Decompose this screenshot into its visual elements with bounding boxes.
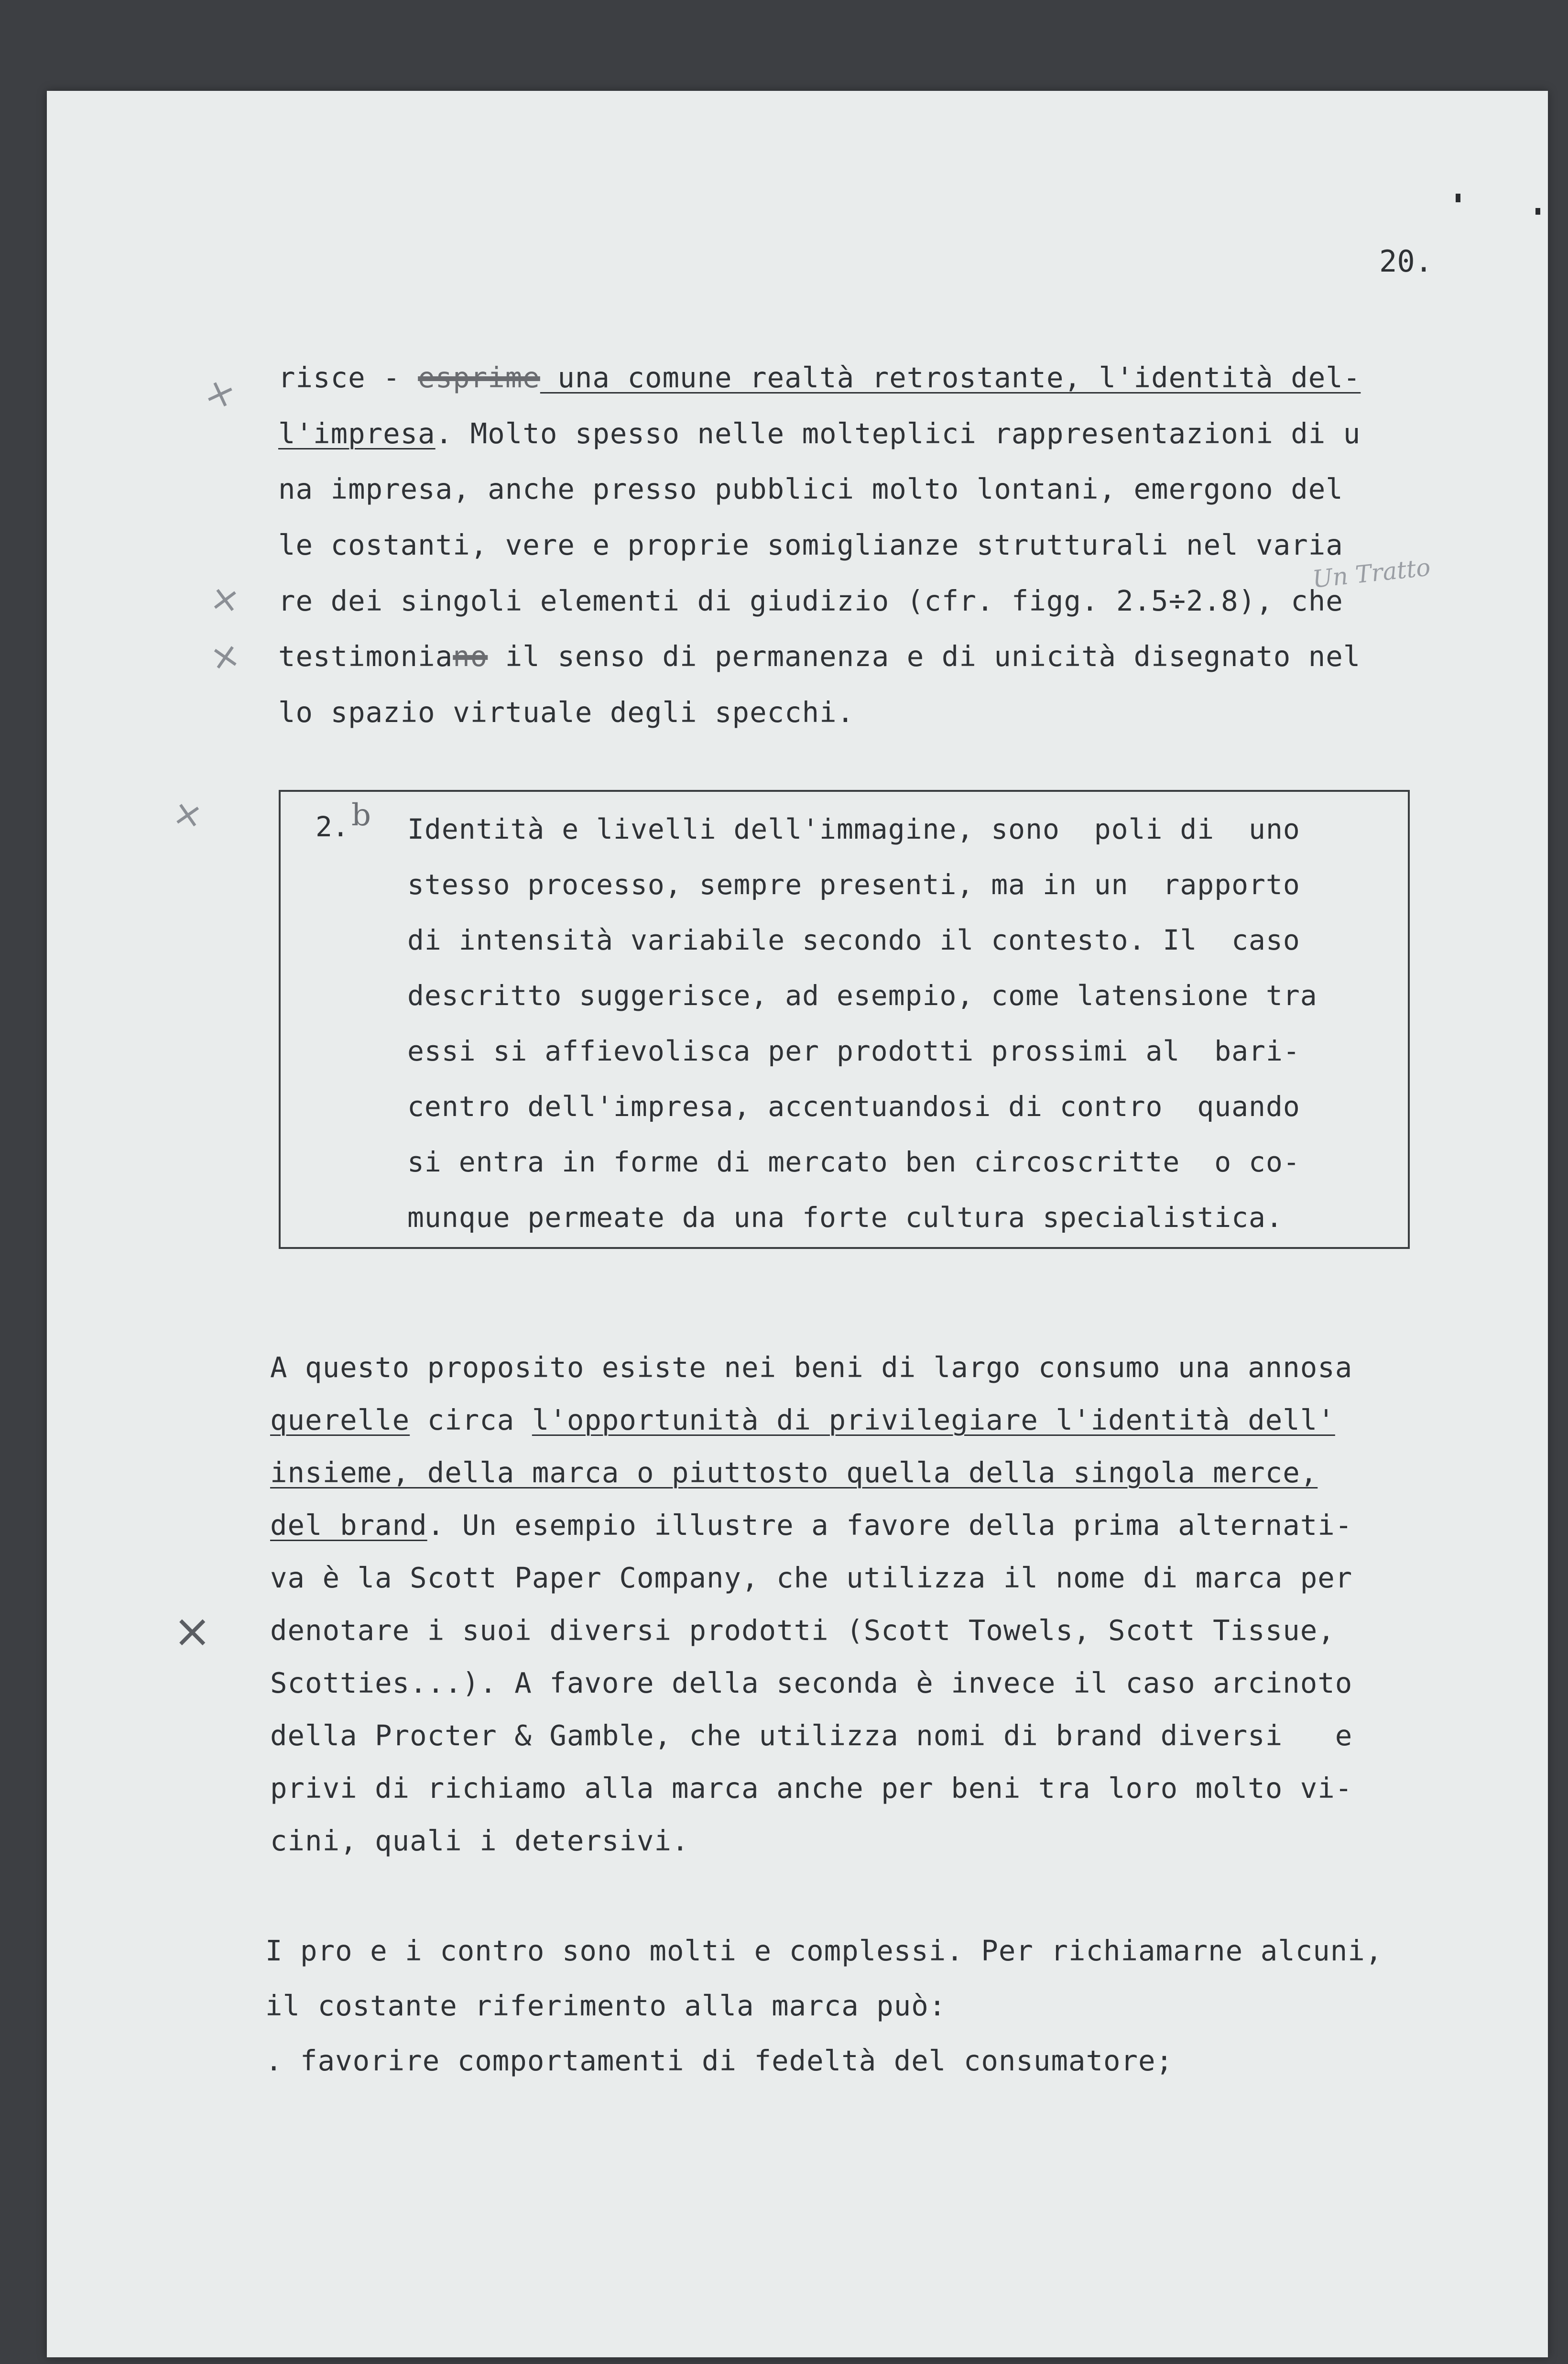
text-line: testimoniano il senso di permanenza e di unicità disegnato nel xyxy=(278,640,1361,673)
box-text-line: descritto suggerisce, ad esempio, come latensione tra xyxy=(407,979,1318,1012)
text-line: risce - esprime una comune realtà retrostante, l'identità del- xyxy=(278,361,1361,394)
handwritten-note: Un Tratto xyxy=(1311,553,1432,593)
box-number-correction: b xyxy=(351,798,371,833)
box-text-line: stesso processo, sempre presenti, ma in un rapporto xyxy=(407,868,1300,901)
highlight-box xyxy=(279,790,1410,1249)
list-item: . favorire comportamenti di fedeltà del consumatore; xyxy=(265,2044,1174,2077)
text-line: il costante riferimento alla marca può: xyxy=(265,1989,947,2022)
text-line: cini, quali i detersivi. xyxy=(270,1824,689,1857)
punch-mark-icon xyxy=(1456,194,1460,202)
text-line: I pro e i contro sono molti e complessi. Per richiamarne alcuni, xyxy=(265,1934,1383,1967)
box-text-line: munque permeate da una forte cultura specialistica. xyxy=(407,1201,1283,1234)
page-number: 20. xyxy=(1379,244,1433,279)
punch-mark-icon xyxy=(1535,208,1540,215)
text-line: re dei singoli elementi di giudizio (cfr. figg. 2.5÷2.8), che xyxy=(278,584,1343,617)
text-line: querelle circa l'opportunità di privilegiare l'identità dell' xyxy=(270,1403,1335,1436)
box-text-line: centro dell'impresa, accentuandosi di contro quando xyxy=(407,1090,1300,1123)
text-line: A questo proposito esiste nei beni di largo consumo una annosa xyxy=(270,1351,1353,1384)
text-line: va è la Scott Paper Company, che utilizza il nome di marca per xyxy=(270,1561,1353,1594)
margin-cross-mark: × xyxy=(170,791,207,837)
text-line: denotare i suoi diversi prodotti (Scott Towels, Scott Tissue, xyxy=(270,1614,1335,1647)
struck-word: no xyxy=(453,640,488,673)
text-line: lo spazio virtuale degli specchi. xyxy=(278,696,855,729)
box-text-line: essi si affievolisca per prodotti prossimi al bari- xyxy=(407,1035,1300,1067)
struck-word: esprime xyxy=(418,361,540,394)
box-text-line: Identità e livelli dell'immagine, sono poli di uno xyxy=(407,813,1300,845)
margin-cross-mark: × xyxy=(207,577,243,622)
box-number: 2. xyxy=(316,810,349,843)
margin-cross-mark: × xyxy=(207,634,244,679)
box-text-line: si entra in forme di mercato ben circoscritte o co- xyxy=(407,1146,1300,1178)
box-text-line: di intensità variabile secondo il contesto. Il caso xyxy=(407,924,1300,956)
text-line: na impresa, anche presso pubblici molto lontani, emergono del xyxy=(278,472,1343,505)
text-line: privi di richiamo alla marca anche per beni tra loro molto vi- xyxy=(270,1772,1353,1805)
text-line: Scotties...). A favore della seconda è invece il caso arcinoto xyxy=(270,1666,1353,1699)
margin-cross-mark: × xyxy=(173,1604,212,1658)
text-line: l'impresa. Molto spesso nelle molteplici rappresentazioni di u xyxy=(278,417,1361,450)
text-line: della Procter & Gamble, che utilizza nomi di brand diversi e xyxy=(270,1719,1353,1752)
text-line: insieme, della marca o piuttosto quella della singola merce, xyxy=(270,1456,1318,1489)
text-line: del brand. Un esempio illustre a favore della prima alternati- xyxy=(270,1509,1353,1542)
text-line: le costanti, vere e proprie somiglianze strutturali nel varia xyxy=(278,528,1343,561)
margin-cross-mark: × xyxy=(199,369,241,418)
